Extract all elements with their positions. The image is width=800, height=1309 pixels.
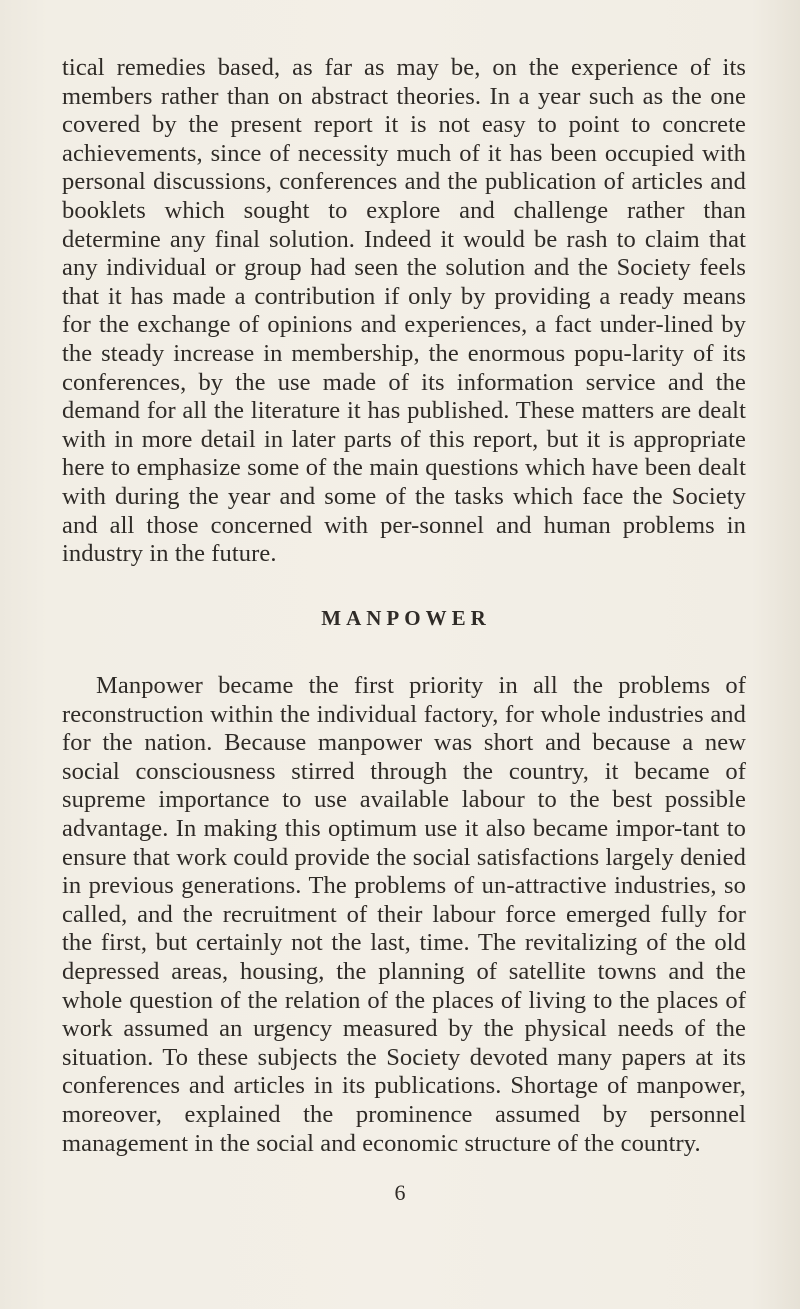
section-heading-manpower: MANPOWER bbox=[321, 606, 491, 630]
page-number: 6 bbox=[394, 1180, 406, 1205]
body-paragraph-manpower: Manpower became the first priority in all the problems of reconstruction within the individual factory, for whole industries and for the nation. Because manpower was short and because a new social consciousness stirred through the country, it became of supreme importance to use available labour to the best possible advantage. In making this optimum use it also became impor-tant to ensure that work could provide the social satisfactions largely denied in previous generations. The problems of un-attractive industries, so called, and the recruitment of their labour force emerged fully for the first, but certainly not the last, time. The revitalizing of the old depressed areas, housing, the planning of satellite towns and the whole question of the relation of the places of living to the places of work assumed an urgency measured by the physical needs of the situation. To these subjects the Society devoted many papers at its conferences and articles in its publications. Shortage of manpower, moreover, explained the prominence assumed by personnel management in the social and economic structure of the country. bbox=[62, 672, 746, 1157]
body-paragraph-intro: tical remedies based, as far as may be, on the experience of its members rather than on abstract theories. In a year such as the one covered by the present report it is not easy to point to concrete achievements, since of necessity much of it has been occupied with personal discussions, conferences and the publication of articles and booklets which sought to explore and challenge rather than determine any final solution. Indeed it would be rash to claim that any individual or group had seen the solution and the Society feels that it has made a contribution if only by providing a ready means for the exchange of opinions and experiences, a fact under-lined by the steady increase in membership, the enormous popu-larity of its conferences, by the use made of its information service and the demand for all the literature it has published. These matters are dealt with in more detail in later parts of this report, but it is appropriate here to emphasize some of the main questions which have been dealt with during the year and some of the tasks which face the Society and all those concerned with per-sonnel and human problems in industry in the future. bbox=[62, 54, 746, 568]
